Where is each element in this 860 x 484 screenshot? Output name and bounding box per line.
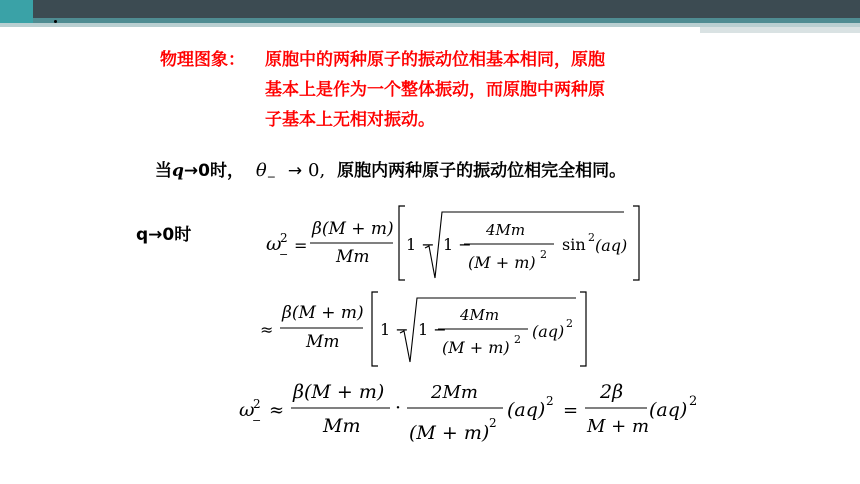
sentence-rest: 原胞内两种原子的振动位相完全相同。 <box>337 161 627 181</box>
square-exp-3: 2 <box>489 416 497 430</box>
two-beta: 2β <box>600 381 624 403</box>
one-minus-inner: 1 − <box>443 235 472 254</box>
aq-exponent-3: 2 <box>546 394 554 408</box>
square-exp-2: 2 <box>514 333 521 346</box>
limit-sentence <box>155 156 626 183</box>
aq-term-3b: (aq) <box>649 399 688 421</box>
left-bracket <box>399 206 405 280</box>
right-bracket <box>633 206 639 280</box>
sin-exponent: 2 <box>588 231 595 244</box>
M-plus-m-3: (M + m) <box>409 422 490 444</box>
equation-3 <box>235 372 715 457</box>
omega-subscript: − <box>279 248 289 261</box>
aq-term-3: (aq) <box>507 399 546 421</box>
M-plus-m-denominator: M + m <box>587 416 650 437</box>
dark-band <box>33 0 860 18</box>
M-plus-m: (M + m) <box>468 253 536 272</box>
Mm-denominator-3: Mm <box>323 415 361 437</box>
equals-sign: = <box>294 236 308 255</box>
right-bracket-2 <box>580 292 586 366</box>
physical-picture-paragraph <box>265 45 705 135</box>
beta-numerator: β(M + m) <box>312 219 394 239</box>
left-bracket-2 <box>372 292 378 366</box>
sentence-q: q <box>172 161 184 181</box>
omega-symbol: ω <box>266 233 282 255</box>
zero-value: 0, <box>308 160 326 181</box>
aq-term-2: (aq) <box>532 322 565 341</box>
sentence-arrow0: →0 <box>183 161 210 181</box>
arrow-symbol: → <box>287 161 303 181</box>
sin-function: sin <box>562 235 586 254</box>
bullet-dot <box>54 20 57 23</box>
Mm-denominator-2: Mm <box>306 332 340 352</box>
Mm-denominator: Mm <box>336 247 370 267</box>
one-minus-inner-2: 1 − <box>418 320 447 339</box>
M-plus-m-2: (M + m) <box>442 338 510 357</box>
equation-2 <box>258 290 598 370</box>
omega-exponent: 2 <box>280 231 288 245</box>
sentence-shi: 时， <box>209 161 244 181</box>
theta-subscript: − <box>266 170 276 184</box>
equation-1 <box>258 204 648 284</box>
four-Mm: 4Mm <box>486 221 526 239</box>
square-exp: 2 <box>540 248 547 261</box>
heading-label: 物理图象： <box>160 50 245 70</box>
omega-subscript-3: − <box>252 414 262 427</box>
sentence-prefix: 当 <box>155 161 172 181</box>
one-minus: 1 − <box>406 235 435 254</box>
aq-exponent-2: 2 <box>566 317 573 330</box>
theta-symbol: θ <box>255 160 267 181</box>
paragraph-line: 基本上是作为一个整体振动，而原胞中两种原 <box>265 80 605 100</box>
gray-tab <box>700 27 860 33</box>
approx-sign: ≈ <box>260 320 274 339</box>
equals-sign-3: = <box>563 400 579 421</box>
aq-term: (aq) <box>595 236 628 255</box>
paragraph-line: 子基本上无相对振动。 <box>265 110 435 130</box>
two-Mm: 2Mm <box>431 382 478 403</box>
omega-symbol-3: ω <box>239 399 255 421</box>
four-Mm-2: 4Mm <box>460 306 500 324</box>
paragraph-line: 原胞中的两种原子的振动位相基本相同，原胞 <box>265 50 605 70</box>
approx-sign-3: ≈ <box>269 400 285 421</box>
one-minus-2: 1 − <box>380 320 409 339</box>
beta-numerator-3: β(M + m) <box>293 381 385 403</box>
omega-exponent-3: 2 <box>253 397 261 411</box>
title-bar-decoration <box>0 0 860 27</box>
aq-exponent-3b: 2 <box>689 394 698 409</box>
cdot-sign: · <box>395 397 402 419</box>
beta-numerator-2: β(M + m) <box>282 303 364 323</box>
q-limit-label: q→0时 <box>136 225 192 245</box>
